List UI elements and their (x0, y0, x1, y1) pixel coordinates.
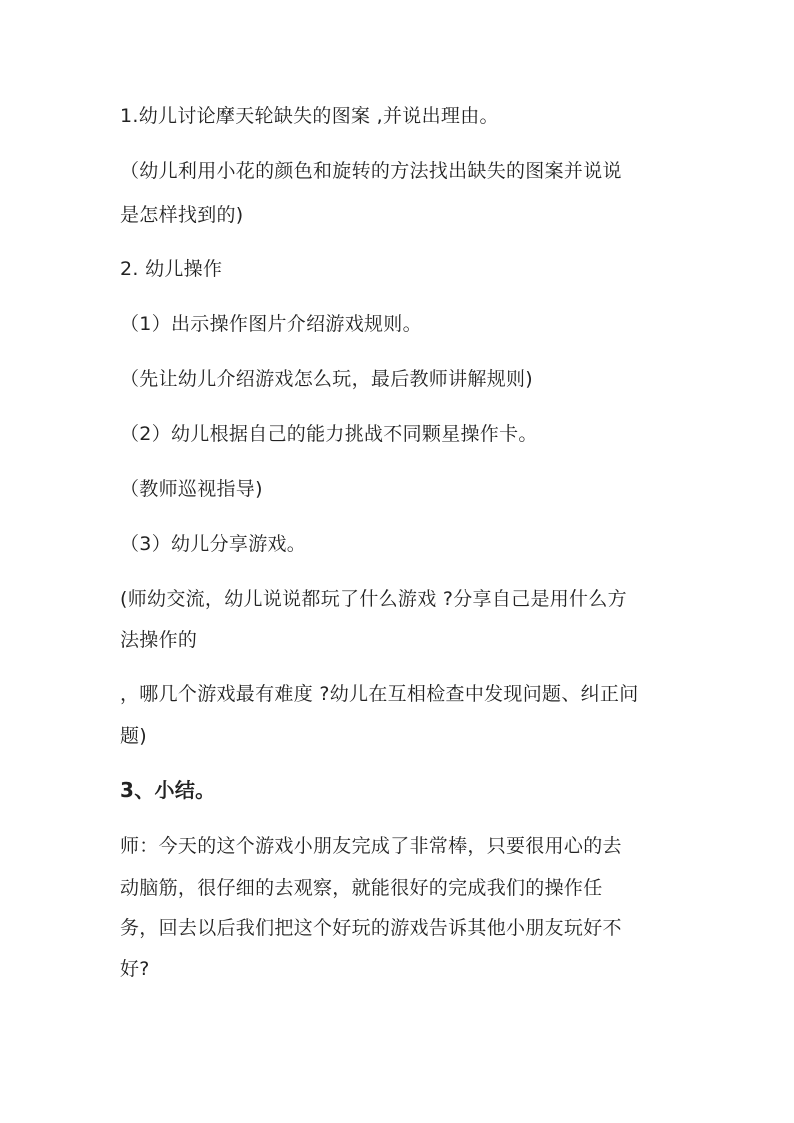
step-2-item-3: （3）幼儿分享游戏。 (120, 533, 307, 555)
step-1-note-line-1: （幼儿利用小花的颜色和旋转的方法找出缺失的图案并说说 (120, 160, 622, 182)
summary-heading: 3、小结。 (120, 778, 216, 802)
step-1-note-line-2: 是怎样找到的) (120, 204, 244, 226)
step-2-item-3-note-line-1: (师幼交流，幼儿说说都玩了什么游戏 ?分享自己是用什么方 (120, 588, 627, 610)
summary-line-3: 务，回去以后我们把这个好玩的游戏告诉其他小朋友玩好不 (120, 917, 622, 939)
step-2-item-3-note-line-3: ，哪几个游戏最有难度 ?幼儿在互相检查中发现问题、纠正问 (120, 683, 639, 705)
step-2-item-2: （2）幼儿根据自己的能力挑战不同颗星操作卡。 (120, 423, 538, 445)
step-2-item-3-note-line-2: 法操作的 (120, 629, 198, 651)
summary-line-1: 师：今天的这个游戏小朋友完成了非常棒，只要很用心的去 (120, 835, 622, 857)
step-2-item-1-note: （先让幼儿介绍游戏怎么玩，最后教师讲解规则) (120, 368, 534, 390)
step-1-text: 1.幼儿讨论摩天轮缺失的图案 ,并说出理由。 (120, 105, 499, 127)
summary-line-4: 好? (120, 958, 150, 980)
step-2-item-3-note-line-4: 题) (120, 725, 148, 747)
step-2-heading: 2. 幼儿操作 (120, 258, 223, 280)
step-2-item-1: （1）出示操作图片介绍游戏规则。 (120, 313, 422, 335)
step-2-item-2-note: （教师巡视指导) (120, 478, 263, 500)
summary-line-2: 动脑筋，很仔细的去观察，就能很好的完成我们的操作任 (120, 877, 603, 899)
